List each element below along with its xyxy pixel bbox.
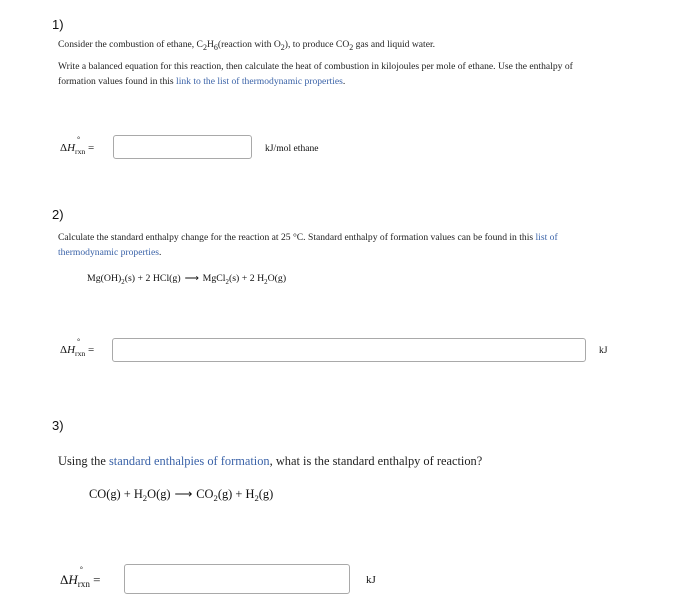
q3-enthalpy-link[interactable]: standard enthalpies of formation	[108, 454, 270, 468]
q1-delta-h-label: ΔH ° $_{rxn}$ =	[60, 135, 95, 156]
q1-unit-label: kJ/mol ethane	[265, 143, 319, 154]
q3-instructions: Using the standard enthalpies of formation, what is the standard enthalpy of reaction?	[58, 454, 483, 468]
q3-number: 3)	[52, 418, 64, 433]
q2-equation: $Mg(OH)_2(s) + 2$ HCl(g) ⟶ MgCl$_2$(s) + 2 $H_2O(g)$	[87, 273, 287, 286]
q1-thermo-link[interactable]: link to the list of thermodynamic properties	[176, 76, 343, 87]
q3-unit-label: kJ	[366, 574, 376, 586]
q3-equation: $CO(g) + H_2O(g)$ ⟶ $CO_2(g) + H_2(g)$	[89, 487, 274, 503]
q2-delta-h-label: ΔH ° $_{rxn}$ =	[60, 337, 95, 358]
q2-instructions: Calculate the standard enthalpy change for the reaction at 25 °C. Standard enthalpy of formation values can be found in this list of thermodynamic properties.	[58, 232, 558, 258]
q2-thermo-link[interactable]: list of thermodynamic properties	[58, 232, 558, 258]
q1-answer-input[interactable]	[113, 135, 252, 159]
q2-number: 2)	[52, 207, 64, 222]
q2-answer-input[interactable]	[112, 338, 586, 362]
q1-intro: Consider the combustion of ethane, $C_2H_6(reaction$ with $O_2$), to produce $CO_2$ gas and liquid water.	[58, 39, 436, 52]
q3-delta-h-label: ΔH ° $_{rxn}$ =	[60, 565, 101, 589]
q3-answer-input[interactable]	[124, 564, 350, 594]
q2-unit-label: kJ	[599, 345, 608, 356]
q1-number: 1)	[52, 17, 64, 32]
q1-instructions: Write a balanced equation for this reaction, then calculate the heat of combustion in kilojoules per mole of ethane. Use the enthalpy of formation values found in this link to the list of thermodynamic properties.	[58, 61, 573, 87]
